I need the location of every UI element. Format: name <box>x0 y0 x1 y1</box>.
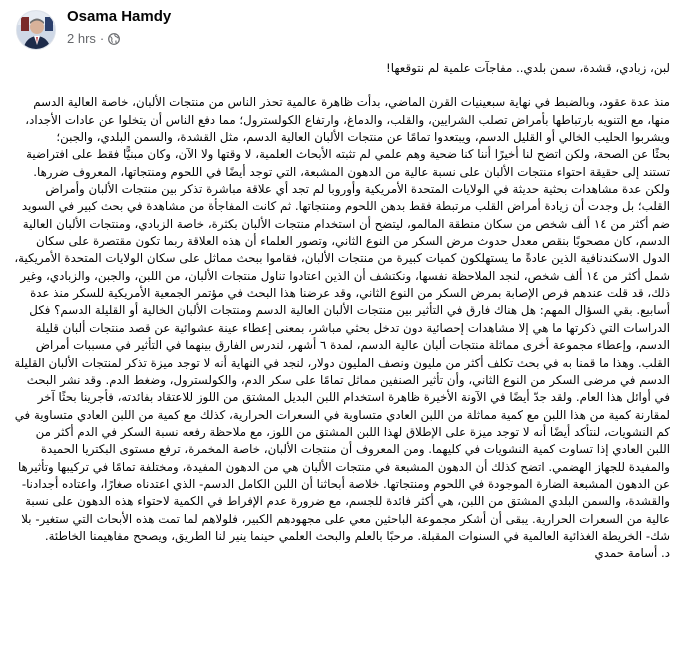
meta-separator: · <box>99 31 105 46</box>
post-body <box>14 60 670 563</box>
author-name[interactable]: Osama Hamdy <box>67 8 172 25</box>
post-paragraph-2: بحثًا عن الصحة، ولكن اتضح لنا أخيرًا أننا كنا ضحية وهم علمي لم تثبته الأبحاث العلمية، لا وقتها ولا الآن، وكان مبنيًّا فقط على افتراضية تستند إلى حقيقة احتواء منتجات الألبان على نسبة عالية من الدهون المشبعة، التي توجد أيضًا في اللحوم ومنتجاتها، المعروف ضررها. ولكن عدة مشاهدات بحثية حديثة في الولايات المتحدة الأمريكية وأوروبا لم تجد أي علاقة مباشرة تذكر بين منتجات الألبان وأمراض القلب؛ بل وجدت أن زيادة أمراض القلب مرتبطة فقط بدهن اللحوم ومنتجاتها. ثم كانت المفاجأة من مشاهدة في بحث كبير في السويد ضم أكثر من ١٤ ألف شخص من سكان منطقة المالمو، ليتضح أن استخدام منتجات الألبان بكثرة، خاصة الزبادي، ومنتجات الألبان العالية الدسم، كان مصحوبًا بنقص معدل حدوث مرض السكر من النوع الثاني، وتصور العلماء أن هذه العلاقة ربما تكون مقتصرة على سكان الدول الاسكندنافية الذين عادةً ما يستهلكون كميات كبيرة من منتجات الألبان، فقاموا ببحث مماثل على سكان الولايات المتحدة الأمريكية، شمل أكثر من ١٤ ألف شخص، لنجد الملاحظة نفسها، ونكتشف أن الذين اعتادوا تناول منتجات الألبان، من اللبن، والجبن، والزبادي، وغير ذلك، قد قلت عندهم فرص الإصابة بمرض السكر من النوع الثاني، وقد عرضنا هذا البحث في مؤتمر الجمعية الأمريكية للسكر منذ عدة أسابيع. بقي السؤال المهم: هل هناك فارق في التأثير بين منتجات الألبان العالية الدسم ومنتجات الألبان الخالية أو القليلة الدسم؟ فكل الدراسات التي ذكرتها ما هي إلا مشاهدات إحصائية دون تدخل بحثي مباشر، بمعنى إعطاء عينة عشوائية عن قصد منتجات ألبان قليلة الدسم، وإعطاء مجموعة أخرى مماثلة منتجات ألبان عالية الدسم، لمدة ٦ أشهر، لندرس الفارق بينهما في التأثير في مسببات أمراض القلب. وهذا ما قمنا به في بحث تكلف أكثر من مليون ونصف المليون دولار، لنجد في النهاية أنه لا توجد ميزة تذكر لمنتجات الألبان القليلة الدسم في مرضى السكر من النوع الثاني، وأن تأثير الصنفين مماثل تمامًا على سكر الدم، والكولسترول، وضغط الدم. وقد نشر البحث في أوائل هذا العام. ولقد جدّ أيضًا في الآونة الأخيرة ظاهرة استخدام اللبن البديل المشتق من اللوز للاعتقاد بفائدته، فأجرينا بحثًا آخر لمقارنة كمية من هذا اللبن مع كمية مماثلة من اللبن العادي متساوية في السعرات الحرارية، كذلك مع كمية من اللبن العادي متساوية في كم النشويات، لنتأكد أيضًا أنه لا توجد ميزة على الإطلاق لهذا اللبن المشتق من اللوز، مع ملاحظة رفعه نسبة السكر في الدم أكثر من اللبن العادي إذا تساوت كمية النشويات في كليهما. ومن المعروف أن منتجات الألبان، خاصة المخمرة، ترفع مستوى البكتريا الحميدة والمفيدة للجهاز الهضمي. اتضح كذلك أن الدهون المشبعة في منتجات الألبان هي من الدهون المفيدة، ومختلفة تمامًا في تركيبها وتأثيرها عن الدهون المشبعة الضارة الموجودة في اللحوم ومنتجاتها. خلاصة أبحاثنا أن اللبن الكامل الدسم- الذي اعتدناه صغارًا، واعتاده أجدادنا- والقشدة، والسمن البلدي المشتق من اللبن، هي أكثر فائدة للجسم، مع ضرورة عدم الإفراط في الكمية لاحتواء هذه الدهون على نسبة عالية من السعرات الحرارية. يبقى أن أشكر مجموعة الباحثين معي على مجهودهم الكبير، فلولاهم لما تمت هذه الأبحاث التي ستغير- بلا شك- الخريطة الغذائية العالمية في السنوات المقبلة. مرحبًا بالعلم والبحث العلمي حينما ينير لنا الطريق، ويصحح مفاهيمنا الخاطئة. <box>14 147 670 543</box>
post-paragraph-1: منذ عدة عقود، وبالضبط في نهاية سبعينيات القرن الماضي، بدأت ظاهرة عالمية تحذر الناس من منتجات الألبان، خاصة العالية الدسم منها، مع التنويه بارتباطها بأمراض تصلب الشرايين، والقلب، والدماغ، وارتفاع الكولسترول؛ مما دفع الناس أن يتخلوا عن عادات الأجداد، ويشربوا الحليب الخالي أو القليل الدسم، ويبتعدوا تمامًا عن منتجات الألبان العالية الدسم، مثل القشدة، والسمن البلدي، والجبن؛ <box>25 95 670 145</box>
post-title: لبن، زبادي، قشدة، سمن بلدي.. مفاجآت علمية لم نتوقعها! <box>386 61 670 75</box>
author-avatar[interactable] <box>16 10 56 50</box>
globe-icon[interactable] <box>108 33 120 45</box>
post-timestamp[interactable]: 2 hrs <box>67 31 96 46</box>
post-signature: د. أسامة حمدي <box>594 546 670 561</box>
profile-photo-icon <box>17 11 56 50</box>
post-header <box>0 0 684 56</box>
post-meta <box>67 31 120 46</box>
